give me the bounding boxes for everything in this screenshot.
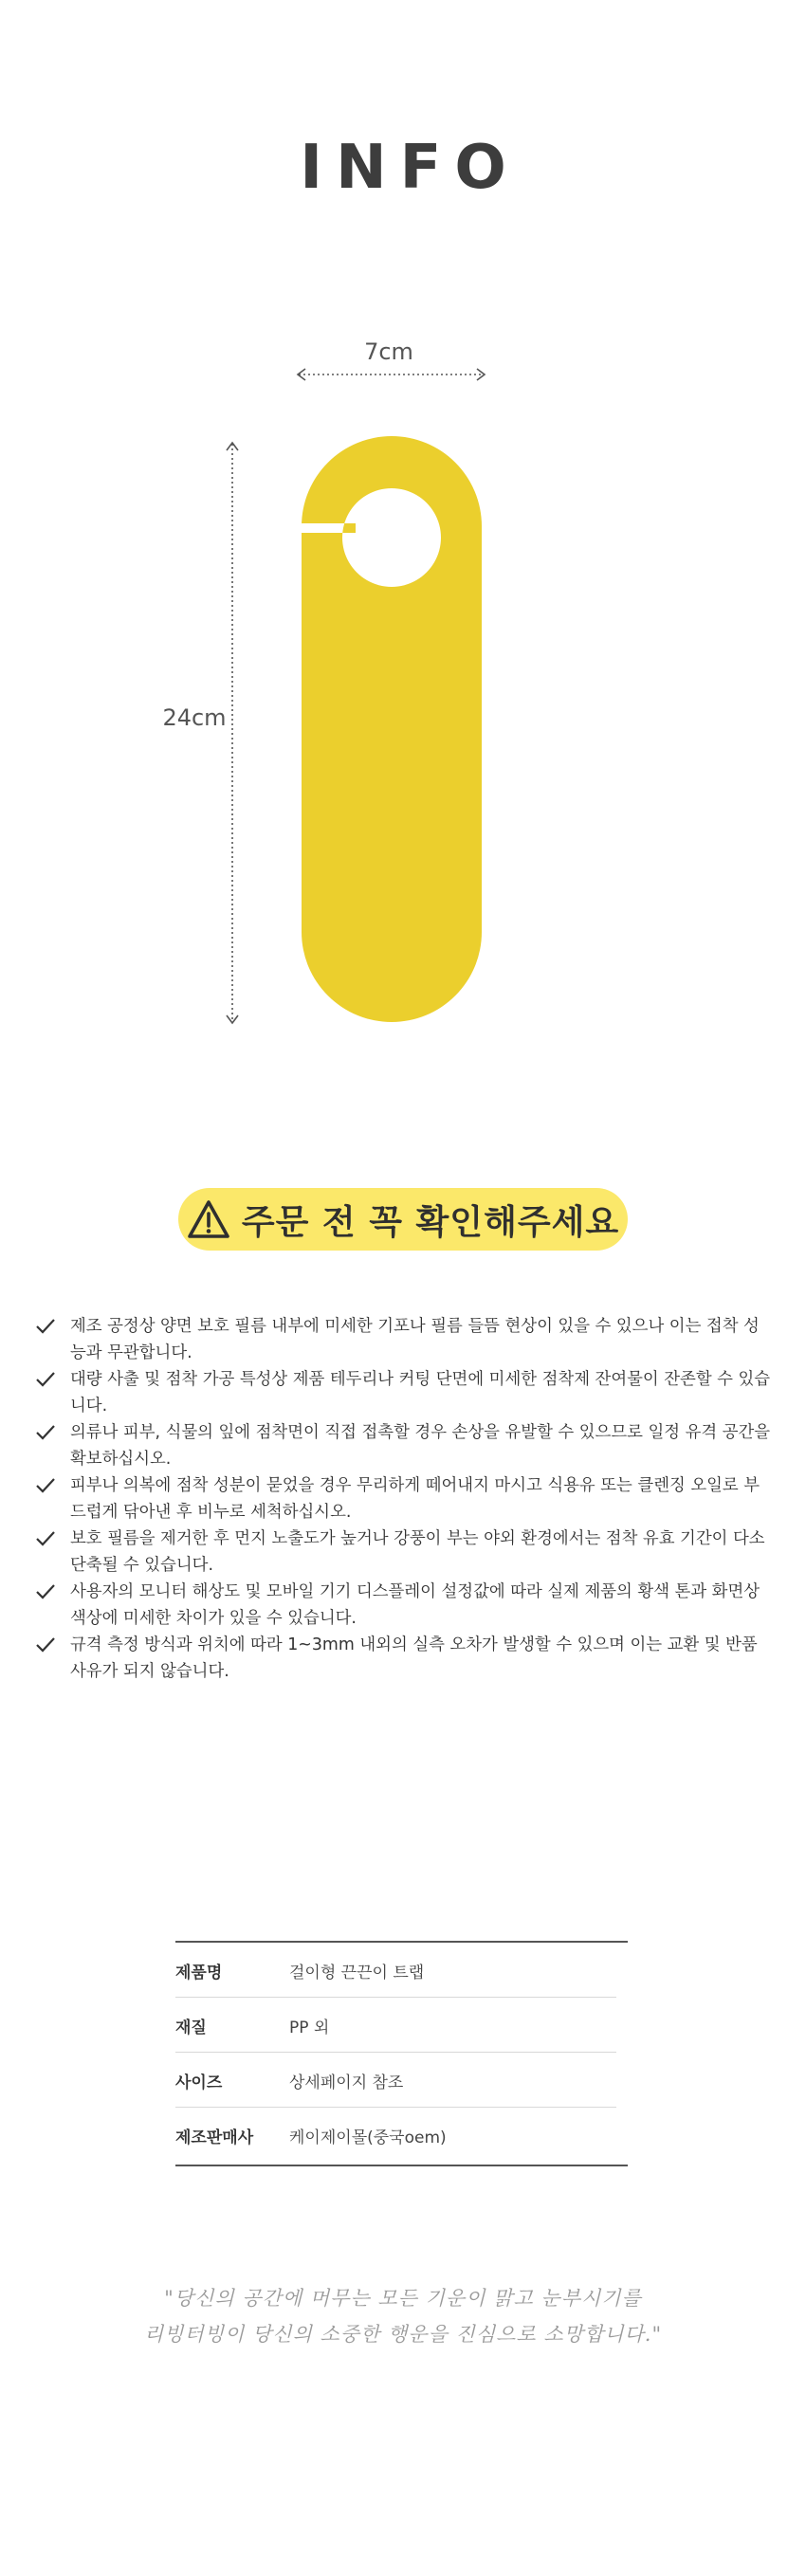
spec-table-bottom-border	[175, 2165, 628, 2166]
height-label: 24cm	[162, 704, 227, 731]
quote-line-2: 리빙터빙이 당신의 소중한 행운을 진심으로 소망합니다."	[143, 2323, 663, 2346]
check-icon	[34, 1632, 57, 1658]
note-item	[34, 1579, 774, 1632]
closing-quote	[0, 2280, 806, 2352]
page-title: INFO	[300, 133, 520, 203]
note-item	[34, 1366, 774, 1419]
spec-value: 걸이형 끈끈이 트랩	[289, 1963, 425, 1982]
check-icon	[34, 1366, 57, 1393]
spec-value: 케이제이몰(중국oem)	[289, 2128, 447, 2147]
notes-list	[34, 1313, 774, 1685]
width-label: 7cm	[364, 338, 413, 365]
note-text: 제조 공정상 양면 보호 필름 내부에 미세한 기포나 필름 들뜸 현상이 있을 수 있으나 이는 접착 성능과 무관합니다.	[70, 1317, 760, 1362]
spec-row-material	[175, 1998, 616, 2053]
note-text: 사용자의 모니터 해상도 및 모바일 기기 디스플레이 설정값에 따라 실제 제품의 황색 톤과 화면상 색상에 미세한 차이가 있을 수 있습니다.	[70, 1582, 760, 1628]
note-text: 피부나 의복에 점착 성분이 묻었을 경우 무리하게 떼어내지 마시고 식용유 또는 클렌징 오일로 부드럽게 닦아낸 후 비누로 세척하십시오.	[70, 1476, 760, 1522]
note-text: 규격 측정 방식과 위치에 따라 1~3mm 내외의 실측 오차가 발생할 수 있으며 이는 교환 및 반품 사유가 되지 않습니다.	[70, 1635, 758, 1681]
spec-key: 사이즈	[175, 2073, 223, 2092]
note-item	[34, 1419, 774, 1472]
spec-value: PP 외	[289, 2018, 330, 2037]
spec-row-size	[175, 2053, 616, 2108]
note-text: 의류나 피부, 식물의 잎에 점착면이 직접 접촉할 경우 손상을 유발할 수 있으므로 일정 유격 공간을 확보하십시오.	[70, 1423, 771, 1469]
note-item	[34, 1313, 774, 1366]
warning-text: 주문 전 꼭 확인해주세요	[241, 1202, 620, 1242]
trap-body	[302, 436, 482, 1022]
note-text: 보호 필름을 제거한 후 먼지 노출도가 높거나 강풍이 부는 야외 환경에서는 점착 유효 기간이 다소 단축될 수 있습니다.	[70, 1529, 765, 1575]
trap-illustration	[0, 322, 806, 1062]
note-item	[34, 1526, 774, 1579]
spec-key: 재질	[175, 2018, 207, 2037]
note-item	[34, 1632, 774, 1685]
size-diagram	[0, 322, 806, 1062]
height-arrow	[227, 443, 238, 1023]
spec-value: 상세페이지 참조	[289, 2073, 404, 2092]
warning-banner	[178, 1188, 628, 1251]
quote-line-1: "당신의 공간에 머무는 모든 기운이 맑고 눈부시기를	[164, 2287, 642, 2310]
note-text: 대량 사출 및 점착 가공 특성상 제품 테두리나 커팅 단면에 미세한 점착제 잔여물이 잔존할 수 있습니다.	[70, 1370, 771, 1416]
note-item	[34, 1472, 774, 1526]
spec-row-manufacturer	[175, 2108, 616, 2163]
warning-icon	[187, 1199, 230, 1239]
check-icon	[34, 1313, 57, 1340]
check-icon	[34, 1526, 57, 1552]
check-icon	[34, 1472, 57, 1499]
check-icon	[34, 1579, 57, 1605]
check-icon	[34, 1419, 57, 1446]
width-arrow	[298, 369, 485, 380]
spec-key: 제품명	[175, 1963, 223, 1982]
spec-key: 제조판매사	[175, 2128, 254, 2147]
spec-row-product-name	[175, 1943, 616, 1998]
